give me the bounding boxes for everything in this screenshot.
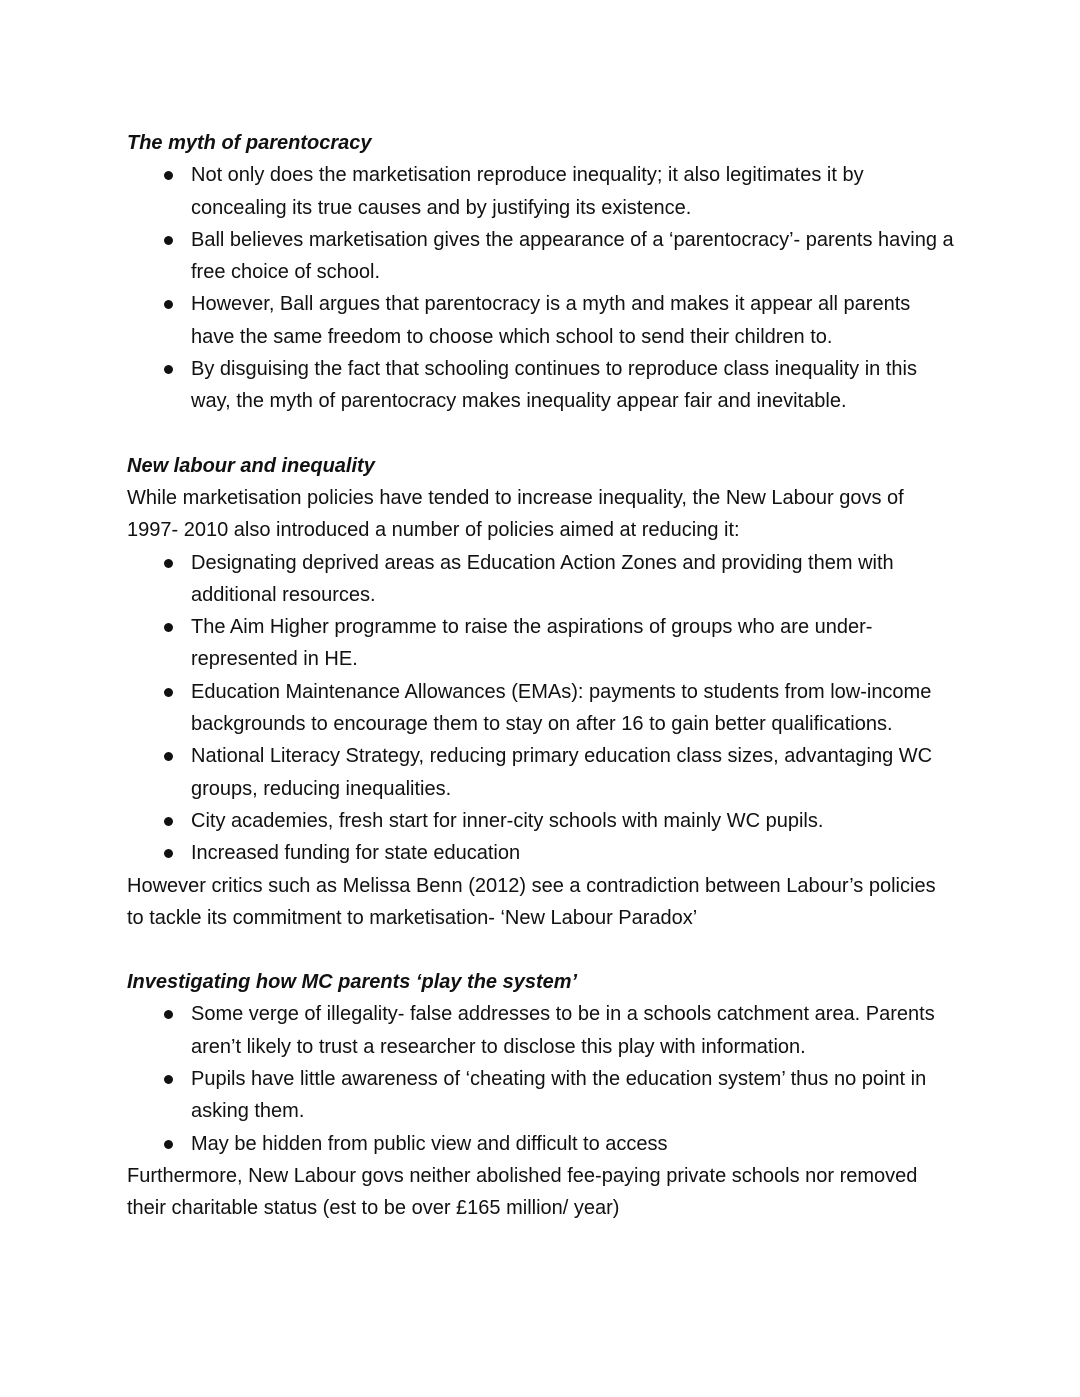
bullet-item: However, Ball argues that parentocracy is a myth and makes it appear all parents have the same freedom to choose which school to send their children to.: [191, 288, 957, 353]
bullet-item: Designating deprived areas as Education Action Zones and providing them with additional resources.: [191, 547, 957, 612]
bullet-item: Ball believes marketisation gives the appearance of a ‘parentocracy’- parents having a free choice of school.: [191, 224, 957, 289]
bullet-list: [127, 547, 957, 870]
bullet-list: [127, 998, 957, 1159]
bullet-item: May be hidden from public view and difficult to access: [191, 1128, 957, 1160]
bullet-item: Some verge of illegality- false addresses to be in a schools catchment area. Parents aren’t likely to trust a researcher to disclose this play with information.: [191, 998, 957, 1063]
bullet-item: Increased funding for state education: [191, 837, 957, 869]
bullet-item: The Aim Higher programme to raise the aspirations of groups who are under-represented in HE.: [191, 611, 957, 676]
bullet-item: Pupils have little awareness of ‘cheating with the education system’ thus no point in asking them.: [191, 1063, 957, 1128]
section-heading: The myth of parentocracy: [127, 132, 372, 154]
bullet-item: National Literacy Strategy, reducing primary education class sizes, advantaging WC groups, reducing inequalities.: [191, 740, 957, 805]
section-heading: New labour and inequality: [127, 454, 375, 477]
bullet-item: By disguising the fact that schooling continues to reproduce class inequality in this way, the myth of parentocracy makes inequality appear fair and inevitable.: [191, 353, 957, 418]
section-spacer: [127, 418, 957, 450]
section-heading: Investigating how MC parents ‘play the system’: [127, 971, 578, 994]
section-spacer: [127, 934, 957, 966]
section-intro: While marketisation policies have tended to increase inequality, the New Labour govs of 1997- 2010 also introduced a number of policies aimed at reducing it:: [127, 486, 904, 542]
section-myth-of-parentocracy: [127, 127, 957, 418]
section-outro: Furthermore, New Labour govs neither abolished fee-paying private schools nor removed their charitable status (est to be over £165 million/ year): [127, 1164, 918, 1220]
section-outro: However critics such as Melissa Benn (2012) see a contradiction between Labour’s policies to tackle its commitment to marketisation- ‘New Labour Paradox’: [127, 874, 936, 929]
bullet-item: City academies, fresh start for inner-city schools with mainly WC pupils.: [191, 805, 957, 837]
bullet-item: Not only does the marketisation reproduce inequality; it also legitimates it by concealing its true causes and by justifying its existence.: [191, 159, 957, 224]
document-page: [127, 127, 957, 1225]
bullet-item: Education Maintenance Allowances (EMAs): payments to students from low-income backgrounds to encourage them to stay on after 16 to gain better qualifications.: [191, 676, 957, 741]
section-new-labour-and-inequality: [127, 450, 957, 934]
bullet-list: [127, 159, 957, 417]
section-mc-parents-play-the-system: [127, 966, 957, 1224]
